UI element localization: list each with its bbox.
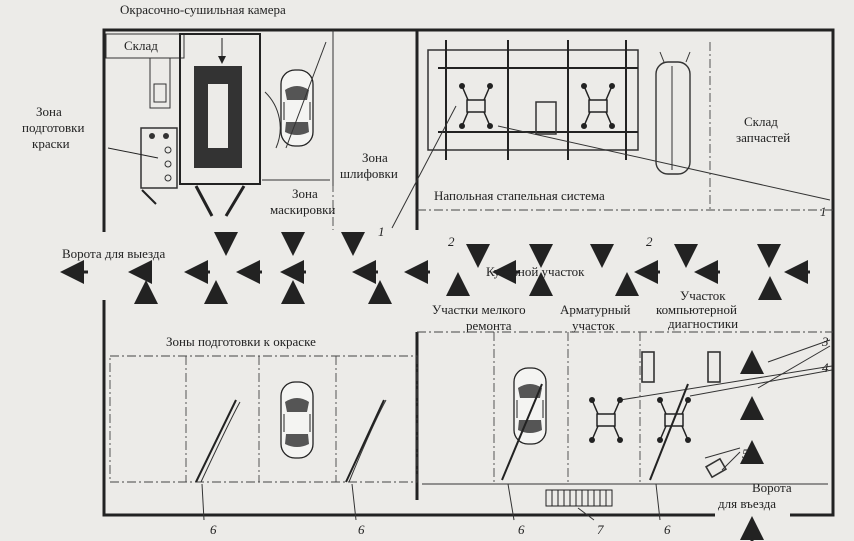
- label-parts-store-2: запчастей: [736, 130, 791, 145]
- label-masking-1: Зона: [292, 186, 318, 201]
- label-sanding-2: шлифовки: [340, 166, 398, 181]
- door-swing: [201, 402, 240, 482]
- callout-5: 5: [742, 446, 749, 461]
- callout-3-lines: [758, 340, 830, 388]
- callout-3: 3: [822, 334, 829, 349]
- floor-frame-system: [428, 40, 690, 174]
- label-frame-system: Напольная стапельная система: [434, 188, 605, 203]
- label-entry-gate-1: Ворота: [752, 480, 792, 495]
- label-paint-booth: Окрасочно-сушильная камера: [120, 2, 286, 17]
- callout-6: 6: [358, 522, 365, 537]
- label-sanding-1: Зона: [362, 150, 388, 165]
- label-armature-1: Арматурный: [560, 302, 631, 317]
- label-small-repair-2: ремонта: [466, 318, 512, 333]
- label-warehouse: Склад: [124, 38, 158, 53]
- callout-6: 6: [210, 522, 217, 537]
- paint-booth: [106, 34, 260, 216]
- callout-1: 1: [820, 204, 827, 219]
- prep-zones-boundary: [110, 356, 417, 482]
- label-prep-zones: Зоны подготовки к окраске: [166, 334, 316, 349]
- label-paint-prep-2: подготовки: [22, 120, 85, 135]
- callout-2: 2: [646, 234, 653, 249]
- callout-4: 4: [822, 360, 829, 375]
- label-body-area: Кузовной участок: [486, 264, 585, 279]
- lift-arm: [650, 384, 688, 480]
- label-diagnostics-1: Участок: [680, 288, 726, 303]
- label-small-repair-1: Участки мелкого: [432, 302, 526, 317]
- label-parts-store-1: Склад: [744, 114, 778, 129]
- label-exit-gate: Ворота для выезда: [62, 246, 166, 261]
- label-armature-2: участок: [572, 318, 615, 333]
- door-swing: [265, 92, 280, 148]
- callout-6: 6: [664, 522, 671, 537]
- label-masking-2: маскировки: [270, 202, 336, 217]
- label-entry-gate-2: для въезда: [718, 496, 777, 511]
- callout-7: 7: [597, 522, 604, 537]
- paint-prep-equipment: [108, 128, 177, 204]
- label-paint-prep-1: Зона: [36, 104, 62, 119]
- car-repair-zone: [514, 368, 546, 444]
- callout-1: 1: [378, 224, 385, 239]
- grating: [546, 490, 612, 506]
- callout-5-lines: [705, 448, 740, 470]
- diagnostic-posts: [642, 352, 726, 477]
- car-masking: [281, 70, 313, 146]
- callout-2: 2: [448, 234, 455, 249]
- label-paint-prep-3: краски: [32, 136, 70, 151]
- car-prep-zone: [281, 382, 313, 458]
- callout-6: 6: [518, 522, 525, 537]
- label-diagnostics-3: диагностики: [668, 316, 739, 331]
- two-post-lift: [589, 397, 623, 443]
- lift-arm: [196, 400, 236, 482]
- lift-arm: [346, 400, 384, 482]
- door-swing: [349, 400, 386, 482]
- label-diagnostics-2: компьютерной: [656, 302, 737, 317]
- grating-bars: [552, 490, 606, 506]
- callout-4-lines: [620, 366, 832, 400]
